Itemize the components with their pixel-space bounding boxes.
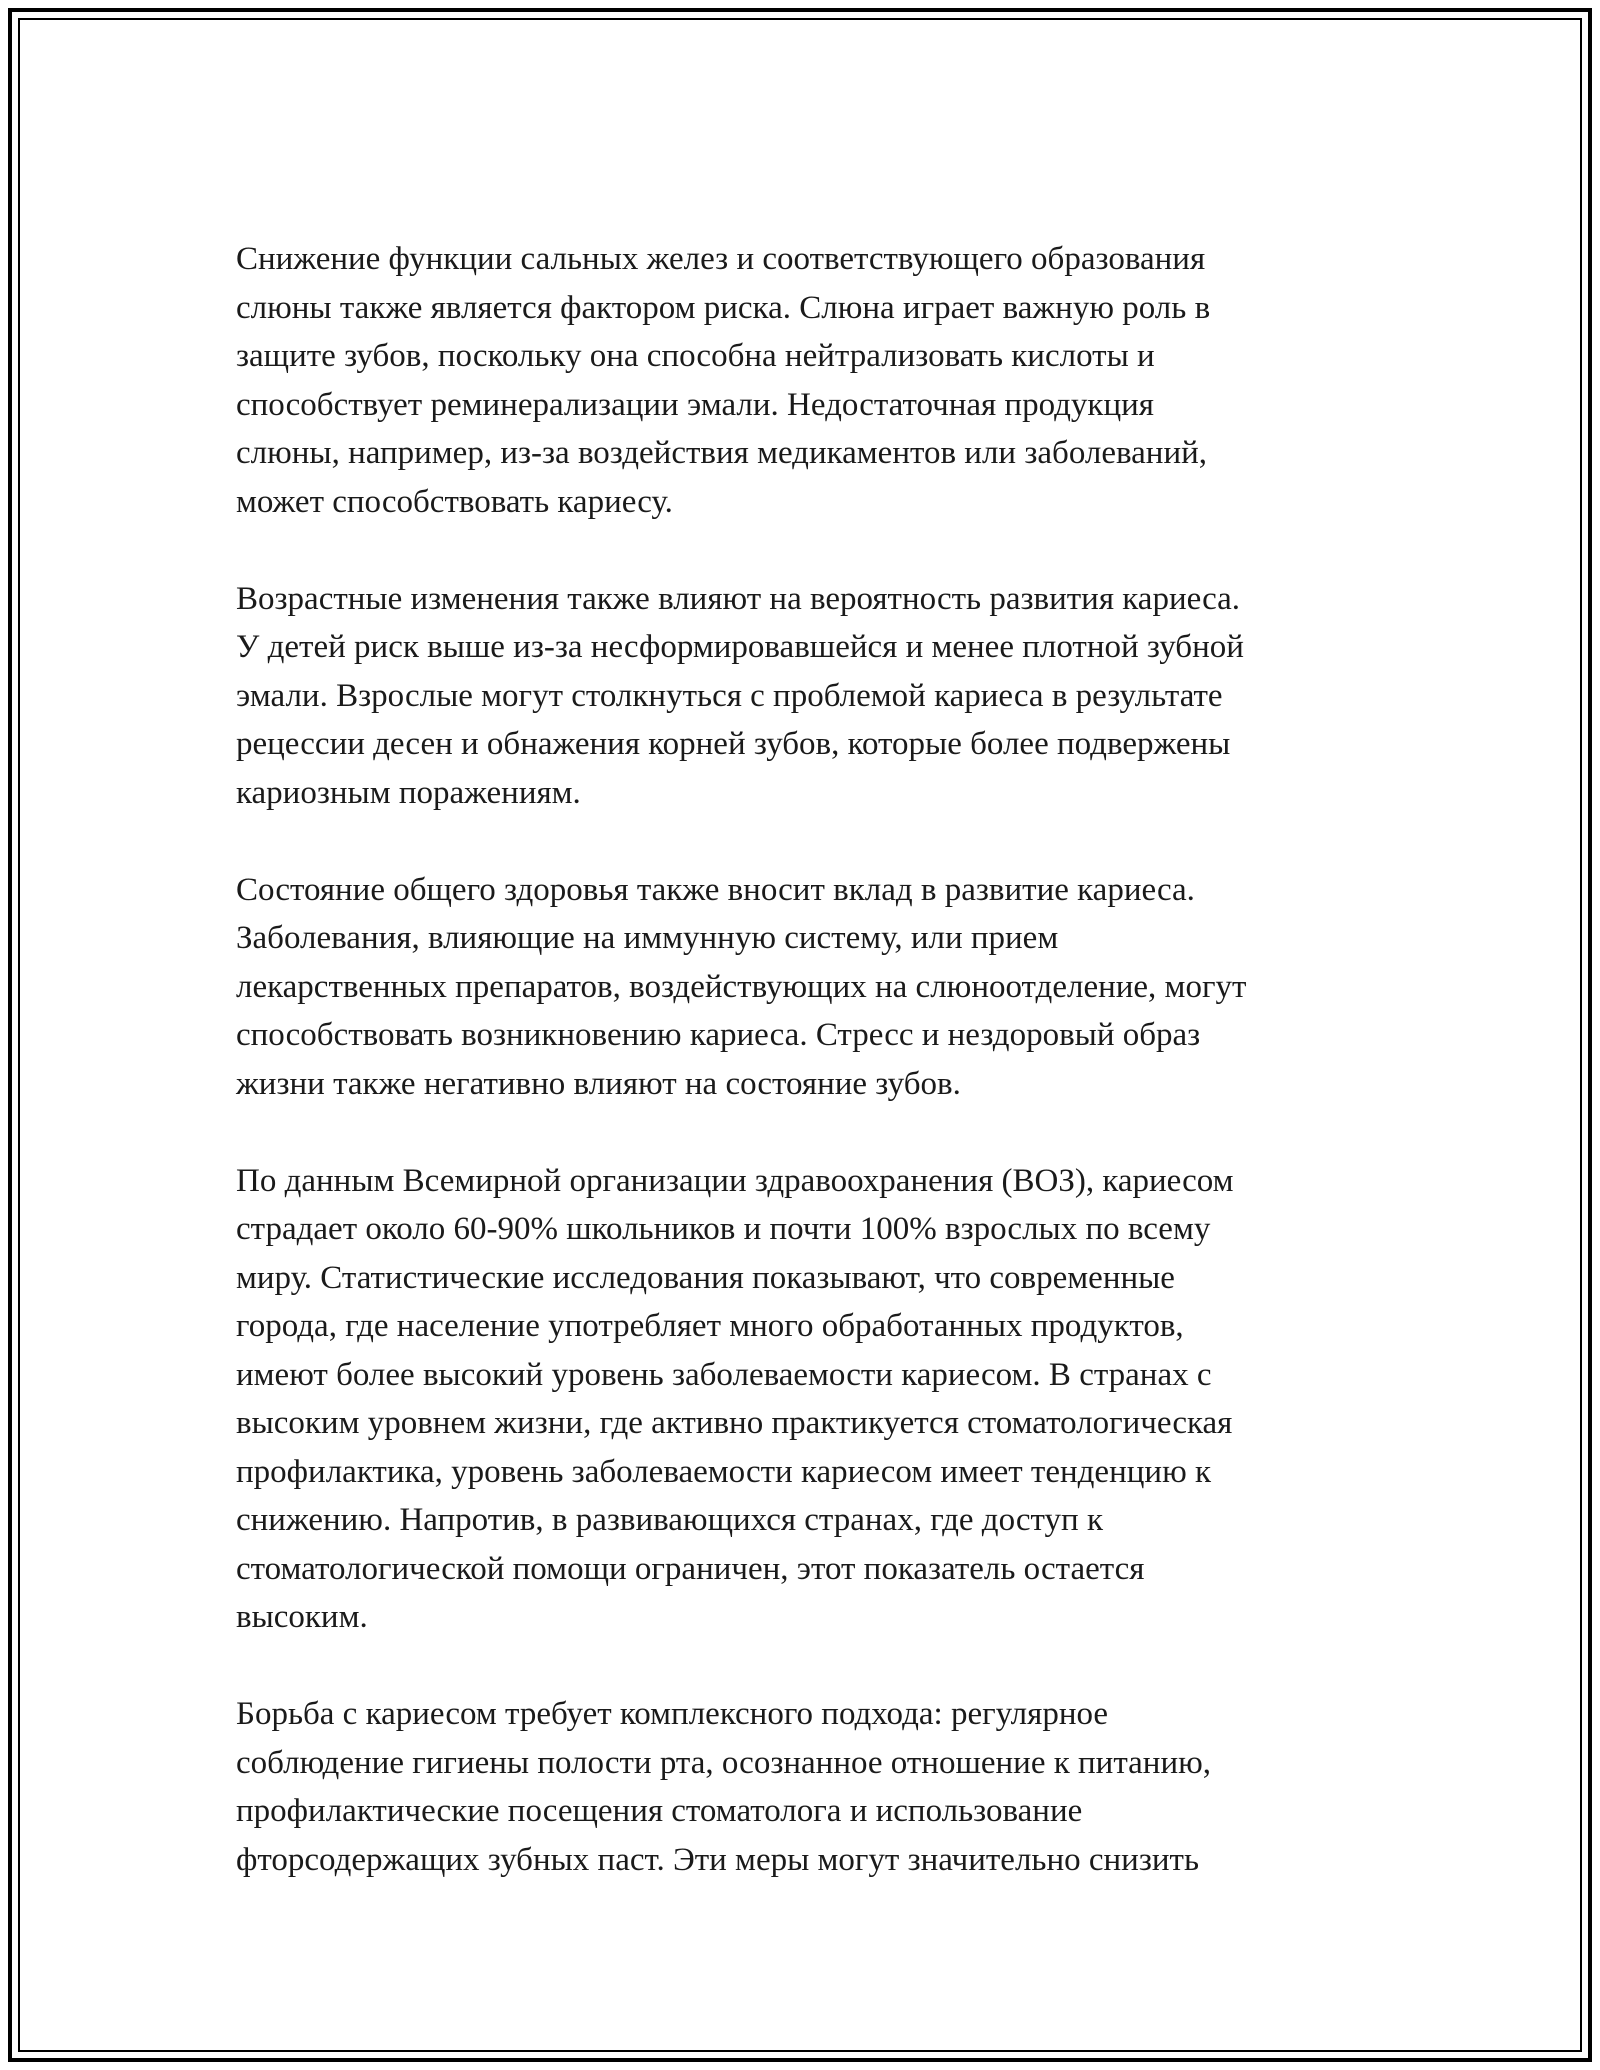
text-line: имеют более высокий уровень заболеваемости кариесом. В странах с [236, 1356, 1212, 1393]
paragraph-3 [236, 866, 1376, 1109]
text-line: По данным Всемирной организации здравоохранения (ВОЗ), кариесом [236, 1162, 1234, 1199]
text-line: лекарственных препаратов, воздействующих на слюноотделение, могут [236, 968, 1247, 1005]
text-line: Состояние общего здоровья также вносит вклад в развитие кариеса. [236, 871, 1195, 908]
text-line: У детей риск выше из-за несформировавшейся и менее плотной зубной [236, 629, 1244, 665]
text-line: рецессии десен и обнажения корней зубов, которые более подвержены [236, 726, 1231, 762]
text-line: фторсодержащих зубных паст. Эти меры могут значительно снизить [236, 1841, 1200, 1878]
text-line: снижению. Напротив, в развивающихся странах, где доступ к [236, 1502, 1103, 1538]
text-line: жизни также негативно влияют на состояние зубов. [236, 1065, 961, 1102]
text-line: миру. Статистические исследования показывают, что современные [236, 1259, 1175, 1296]
paragraph-4 [236, 1157, 1376, 1642]
text-line: страдает около 60-90% школьников и почти 100% взрослых по всему [236, 1211, 1211, 1247]
text-line: Борьба с кариесом требует комплексного подхода: регулярное [236, 1696, 1109, 1732]
text-line: слюны, например, из-за воздействия медикаментов или заболеваний, [236, 435, 1208, 471]
text-line: высоким уровнем жизни, где активно практикуется стоматологическая [236, 1405, 1233, 1441]
text-line: профилактика, уровень заболеваемости кариесом имеет тенденцию к [236, 1453, 1211, 1490]
paragraph-1 [236, 235, 1376, 526]
text-line: может способствовать кариесу. [236, 483, 673, 520]
paragraph-2 [236, 575, 1376, 818]
text-line: соблюдение гигиены полости рта, осознанное отношение к питанию, [236, 1744, 1212, 1781]
text-line: стоматологической помощи ограничен, этот показатель остается [236, 1550, 1145, 1587]
text-line: слюны также является фактором риска. Слюна играет важную роль в [236, 289, 1211, 326]
paragraph-5 [236, 1690, 1376, 1884]
text-line: профилактические посещения стоматолога и использование [236, 1793, 1083, 1829]
text-line: высоким. [236, 1599, 368, 1635]
text-line: способствует реминерализации эмали. Недостаточная продукция [236, 386, 1154, 423]
text-line: Возрастные изменения также влияют на вероятность развития кариеса. [236, 580, 1241, 617]
document-body [236, 235, 1376, 1933]
text-line: способствовать возникновению кариеса. Стресс и нездоровый образ [236, 1017, 1201, 1053]
text-line: эмали. Взрослые могут столкнуться с проблемой кариеса в результате [236, 677, 1223, 714]
text-line: защите зубов, поскольку она способна нейтрализовать кислоты и [236, 338, 1155, 374]
text-line: кариозным поражениям. [236, 774, 581, 811]
text-line: Заболевания, влияющие на иммунную систему, или прием [236, 920, 1059, 956]
text-line: города, где население употребляет много обработанных продуктов, [236, 1308, 1184, 1344]
text-line: Снижение функции сальных желез и соответствующего образования [236, 241, 1206, 277]
